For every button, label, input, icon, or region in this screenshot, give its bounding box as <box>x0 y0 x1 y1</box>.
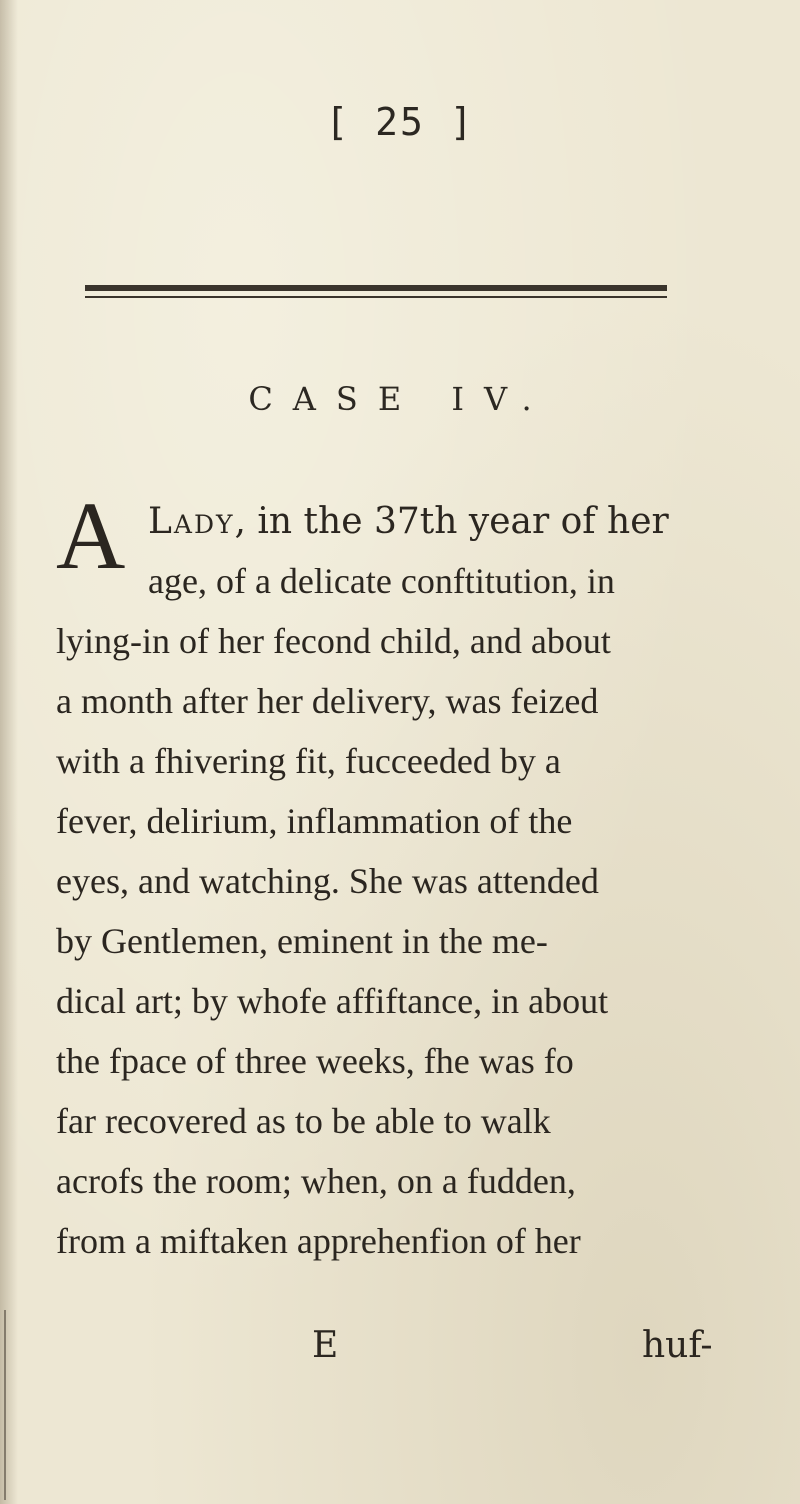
header-rule-thin <box>85 296 667 298</box>
text-line-1 <box>148 494 669 550</box>
page-number: [ 25 ] <box>325 100 475 144</box>
first-line-rest: , in the 37th year of her <box>234 501 669 542</box>
text-line-8: by Gentlemen, eminent in the me- <box>56 921 548 961</box>
text-line-3: lying-in of her fecond child, and about <box>56 621 611 661</box>
text-line-6: fever, delirium, inflammation of the <box>56 801 573 841</box>
drop-cap: A <box>56 482 126 589</box>
text-line-12: acrofs the room; when, on a fudden, <box>56 1161 576 1201</box>
header-rule-thick <box>85 285 667 291</box>
text-line-5: with a fhivering fit, fucceeded by a <box>56 741 561 781</box>
section-heading: CASE IV. <box>248 380 552 418</box>
catchword: huf- <box>642 1325 713 1366</box>
signature-mark: E <box>312 1325 339 1366</box>
text-line-7: eyes, and watching. She was attended <box>56 861 599 901</box>
text-line-2: age, of a delicate conftitution, in <box>148 561 615 601</box>
text-line-13: from a miftaken apprehenfion of her <box>56 1221 581 1261</box>
text-line-11: far recovered as to be able to walk <box>56 1101 551 1141</box>
page-edge-shadow <box>0 0 18 1504</box>
text-line-4: a month after her delivery, was feized <box>56 681 599 721</box>
text-line-10: the fpace of three weeks, fhe was fo <box>56 1041 574 1081</box>
text-line-9: dical art; by whofe affiftance, in about <box>56 981 609 1021</box>
first-word-smallcaps: Lady <box>148 501 235 542</box>
gutter-line <box>4 1310 6 1500</box>
